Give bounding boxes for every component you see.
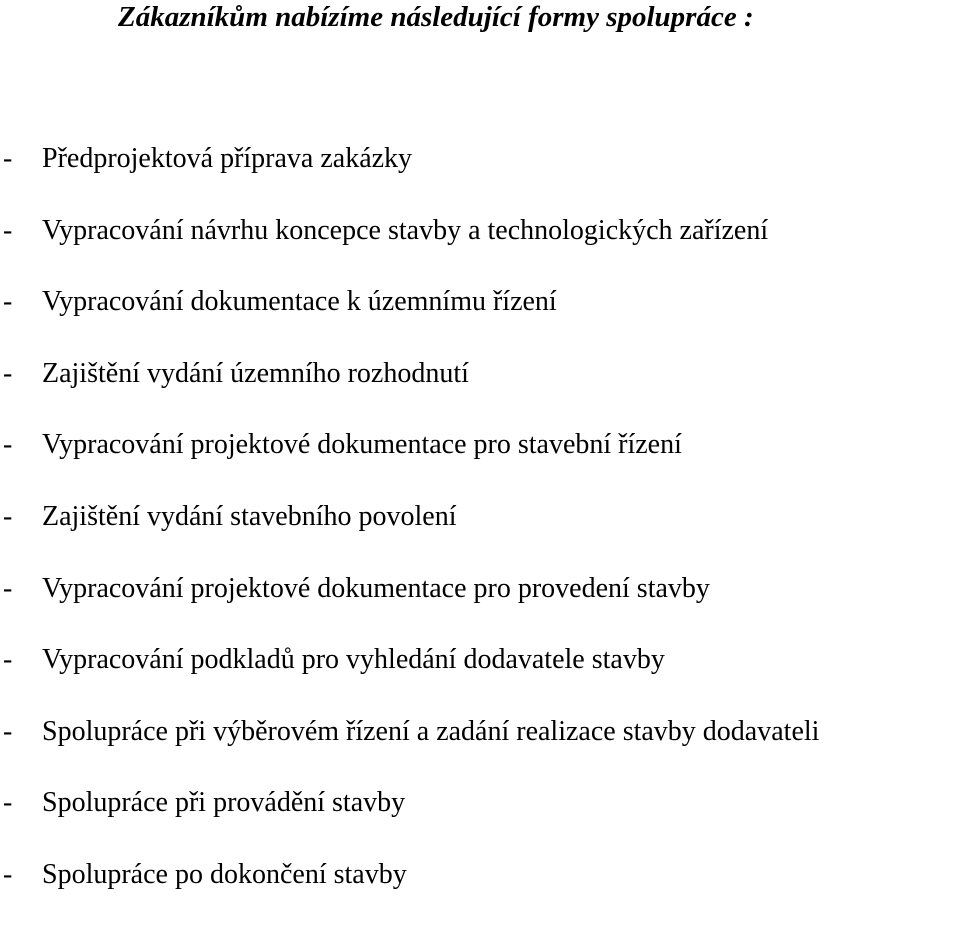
list-bullet: - (3, 644, 13, 676)
list-bullet: - (3, 214, 13, 246)
list-bullet: - (3, 286, 13, 318)
list-bullet: - (3, 357, 13, 389)
list-bullet: - (3, 787, 13, 819)
list-bullet: - (3, 858, 13, 890)
list-item (0, 425, 960, 497)
list-bullet: - (3, 572, 13, 604)
list-item (0, 354, 960, 426)
list-item-text: Předprojektová příprava zakázky (42, 143, 413, 174)
list-bullet: - (3, 500, 13, 532)
list-item-text: Vypracování podkladů pro vyhledání dodavatele stavby (42, 644, 665, 676)
services-list (0, 139, 960, 927)
list-item-text: Spolupráce při provádění stavby (42, 787, 406, 819)
list-item (0, 855, 960, 927)
list-item-text: Vypracování návrhu koncepce stavby a technologických zařízení (42, 214, 769, 246)
list-item-text: Spolupráce po dokončení stavby (42, 858, 407, 890)
list-item-text: Zajištění vydání stavebního povolení (42, 500, 457, 532)
list-item (0, 712, 960, 784)
list-item (0, 783, 960, 855)
list-bullet: - (3, 715, 13, 747)
list-item-text: Spolupráce při výběrovém řízení a zadání realizace stavby dodavateli (42, 715, 820, 747)
list-item-text: Vypracování projektové dokumentace pro stavební řízení (42, 429, 682, 461)
list-item (0, 640, 960, 712)
list-item (0, 139, 960, 211)
list-item-text: Vypracování projektové dokumentace pro provedení stavby (42, 572, 710, 604)
list-item-text: Vypracování dokumentace k územnímu řízení (42, 286, 557, 318)
list-bullet: - (3, 143, 13, 174)
list-item-text: Zajištění vydání územního rozhodnutí (42, 357, 469, 389)
list-bullet: - (3, 429, 13, 461)
page-heading: Zákazníkům nabízíme následující formy spolupráce : (118, 1, 754, 33)
list-item (0, 211, 960, 283)
list-item (0, 497, 960, 569)
list-item (0, 282, 960, 354)
list-item (0, 569, 960, 641)
